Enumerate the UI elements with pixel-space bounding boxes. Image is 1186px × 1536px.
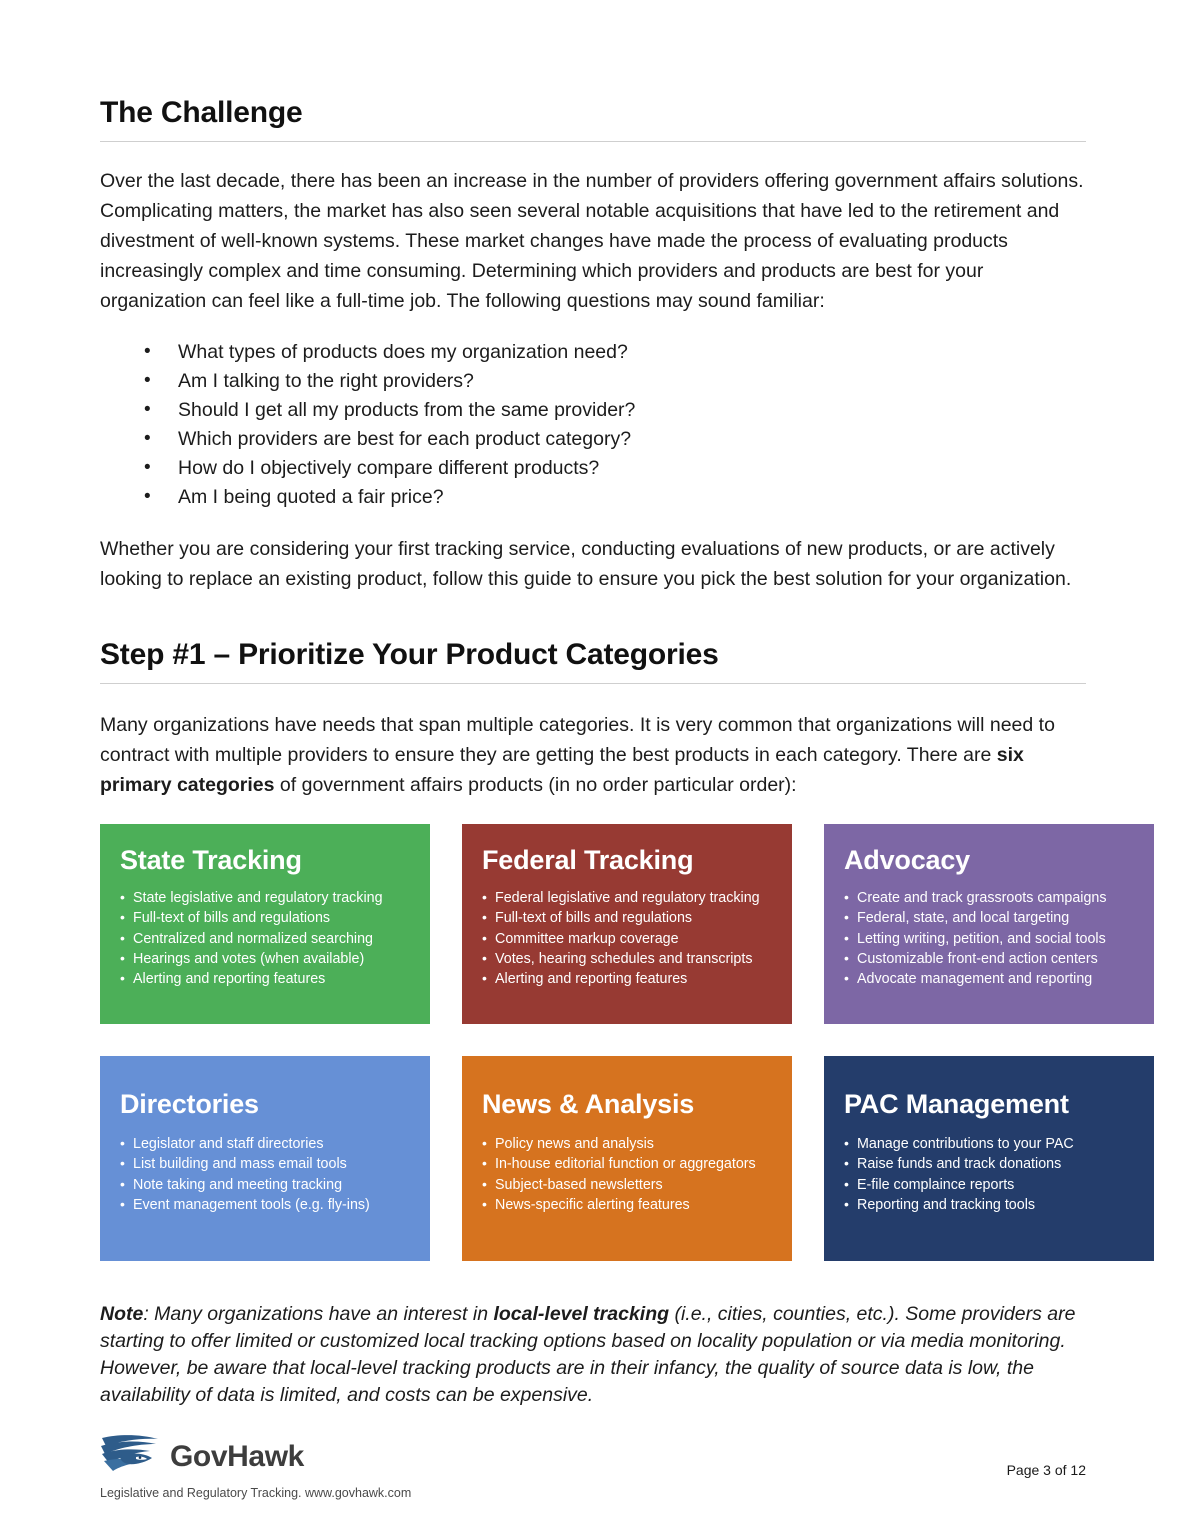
category-card-advocacy bbox=[824, 824, 1154, 1024]
list-item: • Am I being quoted a fair price? bbox=[144, 483, 1086, 512]
step1-intro-paragraph bbox=[100, 710, 1086, 800]
list-item: • Which providers are best for each product category? bbox=[144, 425, 1086, 454]
card-feature-list bbox=[844, 1134, 1134, 1216]
list-item: • Create and track grassroots campaigns bbox=[844, 888, 1134, 908]
step1-intro-bold: six primary categories bbox=[100, 744, 1024, 796]
challenge-intro-paragraph: Over the last decade, there has been an increase in the number of providers offering government affairs solutions. Complicating matters, the market has also seen several notable acquisitions that have led to the retirement and divestment of well-known systems. These market changes have made the process of evaluating products increasingly complex and time consuming. Determining which providers and products are best for your organization can feel like a full-time job. The following questions may sound familiar: bbox=[100, 170, 1084, 312]
list-item: • State legislative and regulatory tracking bbox=[120, 888, 410, 908]
page-number: Page 3 of 12 bbox=[1006, 1462, 1086, 1478]
list-item: • Votes, hearing schedules and transcripts bbox=[482, 949, 772, 969]
list-item: • Event management tools (e.g. fly-ins) bbox=[120, 1195, 410, 1215]
challenge-closing-paragraph: Whether you are considering your first tracking service, conducting evaluations of new products, or are actively looking to replace an existing product, follow this guide to ensure you pick the best solution for your organization. bbox=[100, 538, 1072, 590]
list-item: • Full-text of bills and regulations bbox=[120, 908, 410, 928]
card-title: Federal Tracking bbox=[482, 845, 694, 875]
list-item: • Subject-based newsletters bbox=[482, 1175, 772, 1195]
list-item: • Policy news and analysis bbox=[482, 1134, 772, 1154]
list-item: • Customizable front-end action centers bbox=[844, 949, 1134, 969]
card-title: PAC Management bbox=[844, 1089, 1069, 1119]
list-item: • Am I talking to the right providers? bbox=[144, 367, 1086, 396]
list-item: • Should I get all my products from the same provider? bbox=[144, 396, 1086, 425]
list-item: • Advocate management and reporting bbox=[844, 969, 1134, 989]
list-item: • Full-text of bills and regulations bbox=[482, 908, 772, 928]
page-title: The Challenge bbox=[100, 96, 1086, 142]
note-bold-term: local-level tracking bbox=[493, 1303, 670, 1325]
card-title: Directories bbox=[120, 1089, 259, 1119]
card-feature-list bbox=[482, 1134, 772, 1216]
category-card-news-analysis bbox=[462, 1056, 792, 1261]
brand-block bbox=[100, 1432, 411, 1500]
list-item: • Letting writing, petition, and social tools bbox=[844, 929, 1134, 949]
list-item: • News-specific alerting features bbox=[482, 1195, 772, 1215]
list-item: • Note taking and meeting tracking bbox=[120, 1175, 410, 1195]
brand-tagline: Legislative and Regulatory Tracking. www.govhawk.com bbox=[100, 1486, 412, 1500]
category-card-pac-management bbox=[824, 1056, 1154, 1261]
govhawk-logo-icon bbox=[100, 1432, 162, 1481]
list-item: • Reporting and tracking tools bbox=[844, 1195, 1134, 1215]
card-title: Advocacy bbox=[844, 845, 970, 875]
category-card-federal-tracking bbox=[462, 824, 792, 1024]
note-part2: (i.e., cities, counties, etc.). Some providers are starting to offer limited or customized local tracking options based on locality population or via media monitoring. However, be aware that local-level tracking products are in their infancy, the quality of source data is low, the availability of data is limited, and costs can be expensive. bbox=[100, 1303, 1076, 1406]
list-item: • Alerting and reporting features bbox=[482, 969, 772, 989]
card-title: News & Analysis bbox=[482, 1089, 695, 1119]
list-item: • How do I objectively compare different products? bbox=[144, 454, 1086, 483]
list-item: • Federal legislative and regulatory tracking bbox=[482, 888, 772, 908]
step1-intro-prefix: Many organizations have needs that span multiple categories. It is very common that organizations will need to contract with multiple providers to ensure they are getting the best products in each category. There are bbox=[100, 714, 1055, 766]
card-title: State Tracking bbox=[120, 845, 302, 875]
step1-heading: Step #1 – Prioritize Your Product Categories bbox=[100, 638, 1086, 684]
card-feature-list bbox=[482, 888, 772, 990]
list-item: • Legislator and staff directories bbox=[120, 1134, 410, 1154]
brand-row bbox=[100, 1432, 411, 1481]
list-item: • Manage contributions to your PAC bbox=[844, 1134, 1134, 1154]
category-card-state-tracking bbox=[100, 824, 430, 1024]
note-label: Note bbox=[100, 1303, 144, 1325]
card-feature-list bbox=[120, 1134, 410, 1216]
step1-intro-suffix: of government affairs products (in no order particular order): bbox=[274, 774, 797, 796]
list-item: • Raise funds and track donations bbox=[844, 1154, 1134, 1174]
category-card-directories bbox=[100, 1056, 430, 1261]
card-feature-list bbox=[120, 888, 410, 990]
list-item: • Committee markup coverage bbox=[482, 929, 772, 949]
card-feature-list bbox=[844, 888, 1134, 990]
list-item: • Hearings and votes (when available) bbox=[120, 949, 410, 969]
list-item: • List building and mass email tools bbox=[120, 1154, 410, 1174]
note-paragraph bbox=[100, 1301, 1086, 1409]
list-item: • Centralized and normalized searching bbox=[120, 929, 410, 949]
list-item: • E-file complaince reports bbox=[844, 1175, 1134, 1195]
questions-list bbox=[100, 338, 1086, 512]
list-item: • Alerting and reporting features bbox=[120, 969, 410, 989]
brand-name: GovHawk bbox=[170, 1439, 304, 1473]
list-item: • What types of products does my organization need? bbox=[144, 338, 1086, 367]
list-item: • In-house editorial function or aggregators bbox=[482, 1154, 772, 1174]
list-item: • Federal, state, and local targeting bbox=[844, 908, 1134, 928]
page-footer bbox=[100, 1432, 1086, 1500]
category-cards-grid bbox=[100, 824, 1107, 1261]
note-part1: : Many organizations have an interest in bbox=[143, 1303, 494, 1325]
